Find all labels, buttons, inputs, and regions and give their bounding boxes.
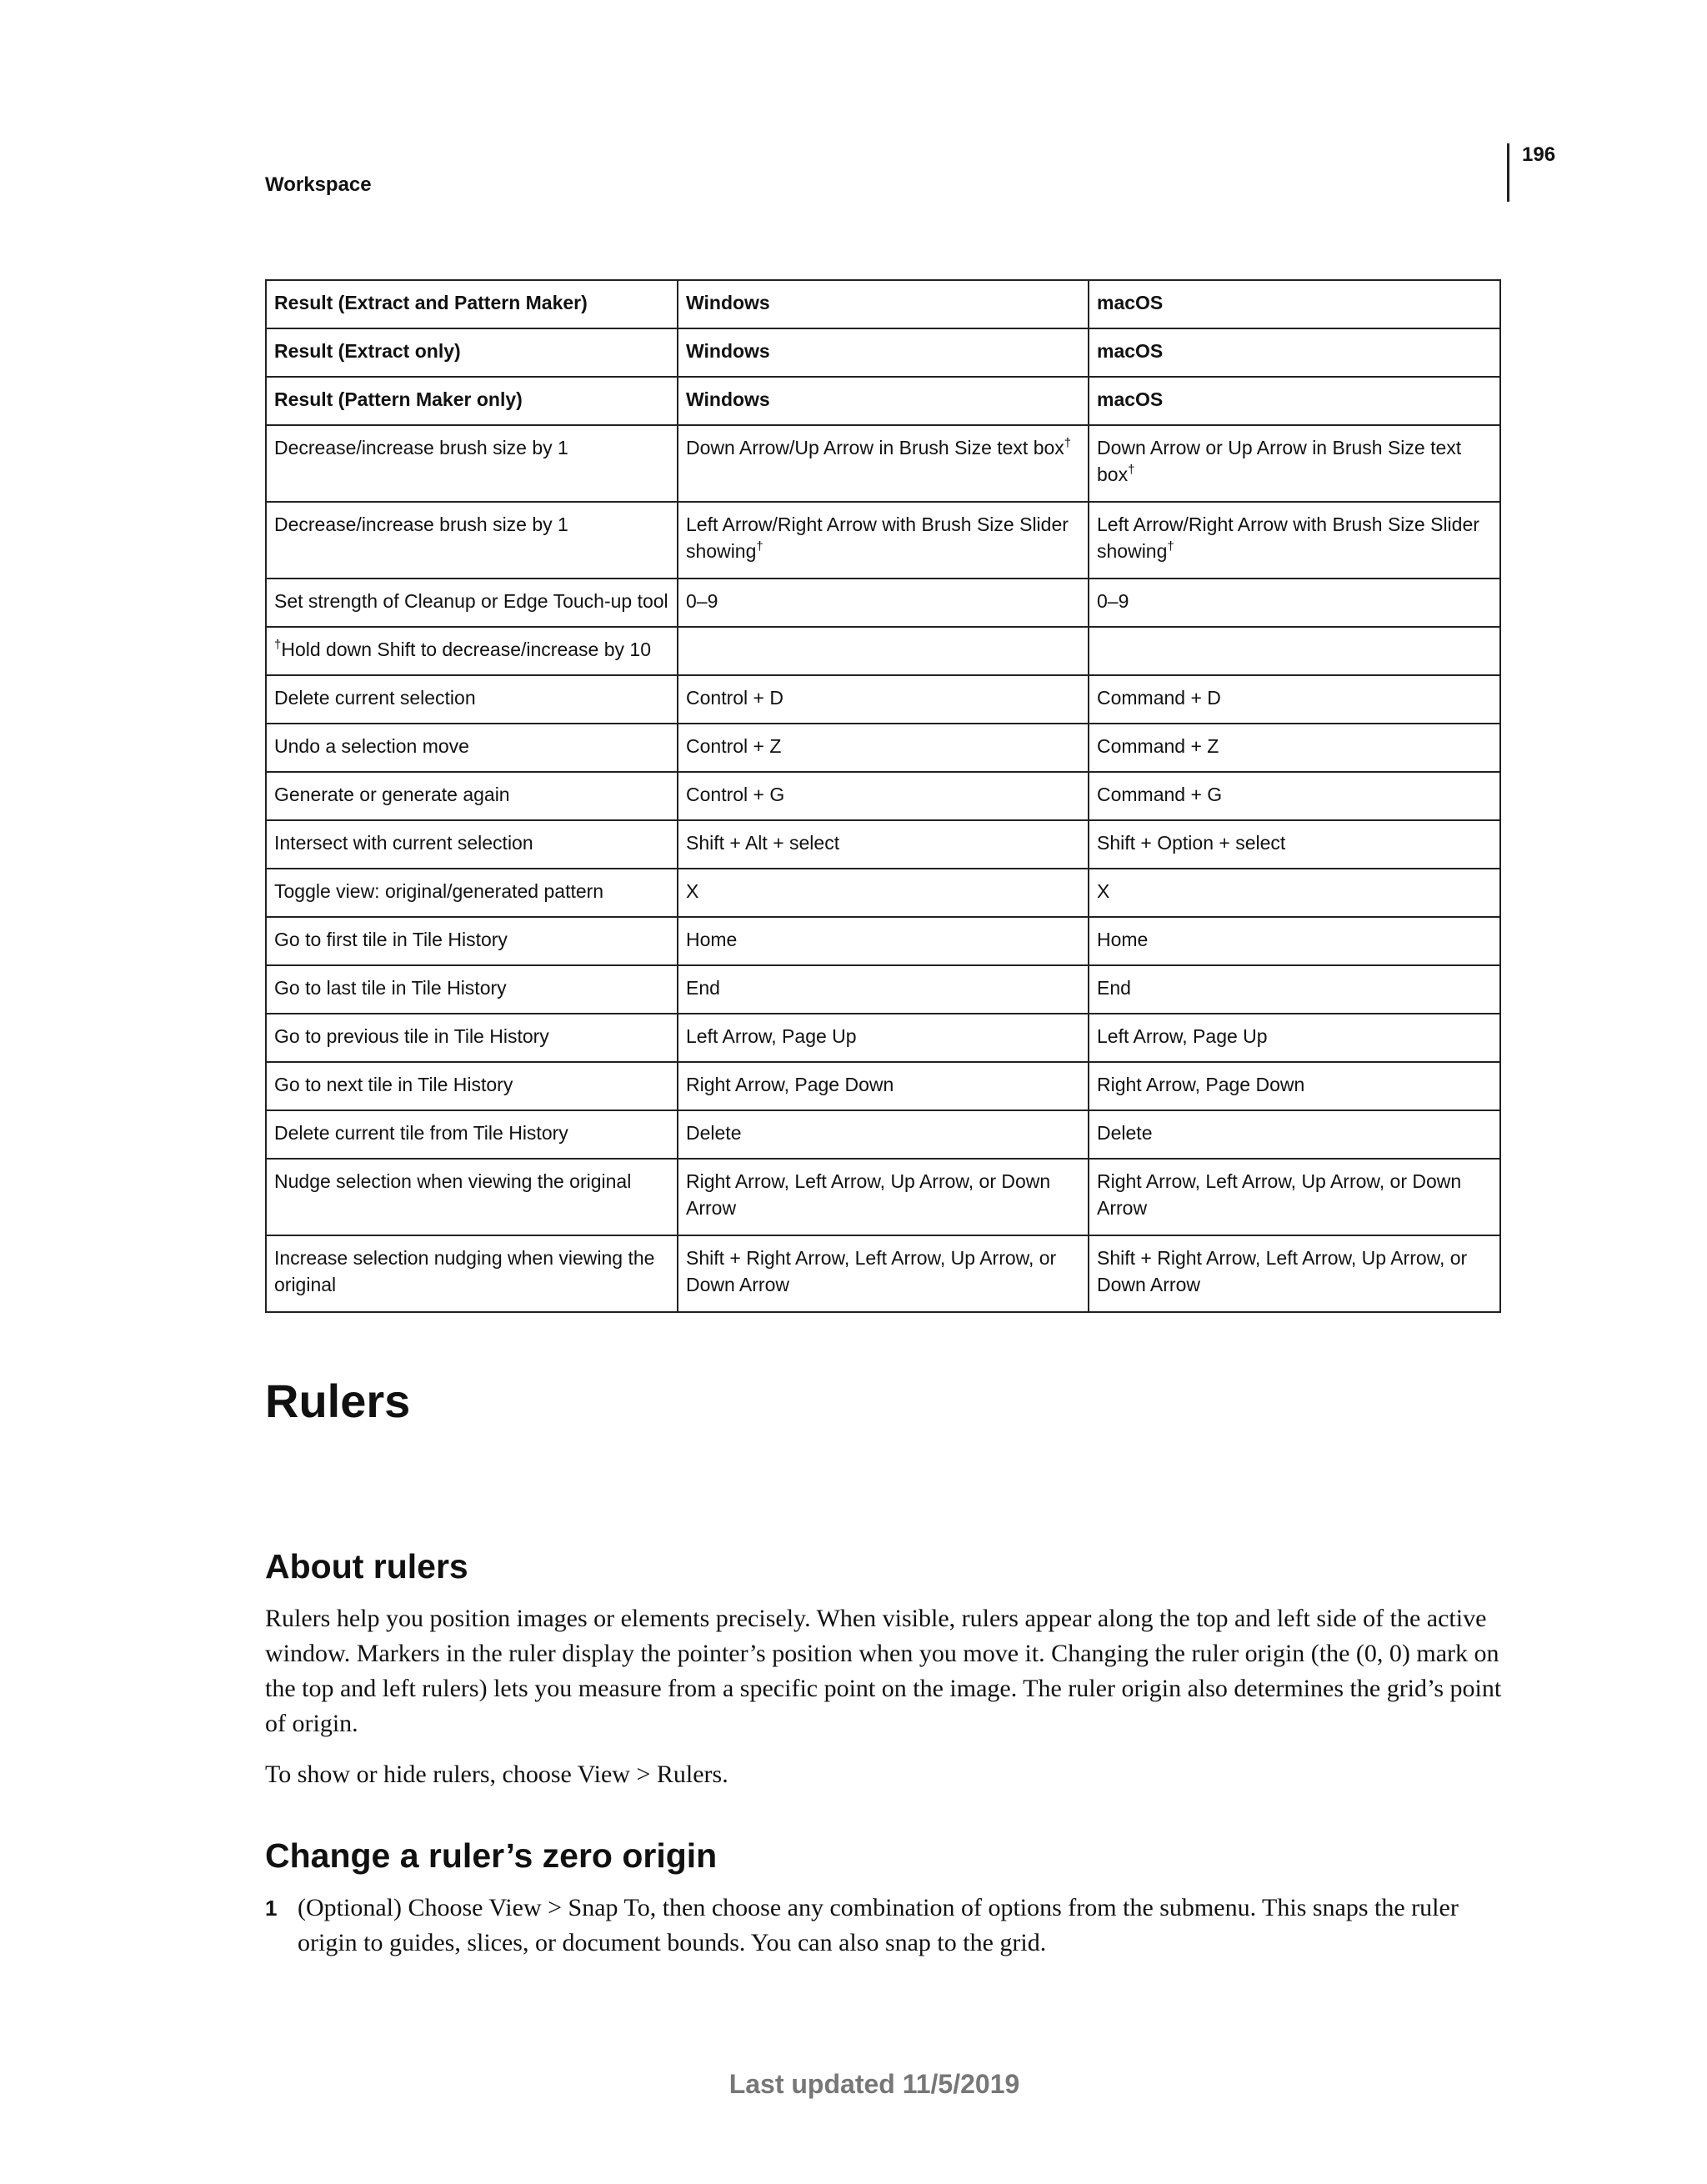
- table-cell: Command + D: [1089, 675, 1500, 724]
- change-origin-heading: Change a ruler’s zero origin: [265, 1836, 718, 1875]
- table-cell: Command + G: [1089, 772, 1500, 820]
- table-cell: End: [1089, 965, 1500, 1014]
- table-row: [266, 675, 1500, 724]
- page-number: 196: [1522, 143, 1556, 166]
- table-row: [266, 1235, 1500, 1312]
- dagger-mark: †: [1167, 539, 1174, 554]
- cell-text: Down Arrow or Up Arrow in Brush Size text box: [1097, 437, 1462, 485]
- table-row: [266, 425, 1500, 502]
- table-cell: Go to previous tile in Tile History: [266, 1014, 678, 1062]
- table-row: [266, 502, 1500, 579]
- table-cell: Nudge selection when viewing the original: [266, 1159, 678, 1235]
- table-cell: Set strength of Cleanup or Edge Touch-up tool: [266, 579, 678, 627]
- table-cell: Undo a selection move: [266, 724, 678, 772]
- table-row: [266, 1014, 1500, 1062]
- cell-text: Hold down Shift to decrease/increase by 10: [281, 639, 651, 660]
- dagger-mark: †: [274, 638, 282, 652]
- cell-text: Left Arrow/Right Arrow with Brush Size Slider showing: [1097, 513, 1479, 562]
- cell-text: Down Arrow/Up Arrow in Brush Size text box: [686, 437, 1064, 458]
- table-cell: Shift + Right Arrow, Left Arrow, Up Arrow, or Down Arrow: [678, 1235, 1089, 1312]
- table-cell: Increase selection nudging when viewing the original: [266, 1235, 678, 1312]
- table-cell: Right Arrow, Left Arrow, Up Arrow, or Down Arrow: [678, 1159, 1089, 1235]
- table-cell: Delete current tile from Tile History: [266, 1110, 678, 1159]
- about-rulers-paragraph: Rulers help you position images or elements precisely. When visible, rulers appear along the top and left side of the active window. Markers in the ruler display the pointer’s position when you move it. Changing the ruler origin (the (0, 0) mark on the top and left rulers) lets you measure from a specific point on the image. The ruler origin also determines the grid’s point of origin.: [265, 1605, 1502, 1737]
- table-cell: Left Arrow, Page Up: [678, 1014, 1089, 1062]
- table-cell: Shift + Alt + select: [678, 820, 1089, 869]
- table-cell: Right Arrow, Page Down: [678, 1062, 1089, 1110]
- table-row: [266, 917, 1500, 965]
- table-cell: Home: [678, 917, 1089, 965]
- table-cell: Right Arrow, Page Down: [1089, 1062, 1500, 1110]
- table-cell: Delete: [678, 1110, 1089, 1159]
- table-row: [266, 579, 1500, 627]
- table-header-cell: macOS: [1089, 280, 1500, 328]
- table-row: [266, 328, 1500, 377]
- table-cell: Left Arrow, Page Up: [1089, 1014, 1500, 1062]
- table-cell: Control + G: [678, 772, 1089, 820]
- table-cell: Decrease/increase brush size by 1: [266, 502, 678, 579]
- table-cell: X: [678, 869, 1089, 917]
- table-cell: X: [1089, 869, 1500, 917]
- table-row: [266, 1062, 1500, 1110]
- table-header-cell: Windows: [678, 328, 1089, 377]
- step-number: 1: [265, 1896, 278, 1921]
- table-cell: [1089, 627, 1500, 675]
- running-head: Workspace: [265, 173, 372, 196]
- table-row: [266, 1110, 1500, 1159]
- table-cell: Intersect with current selection: [266, 820, 678, 869]
- step-item: [265, 1891, 1503, 1961]
- table-cell: [678, 627, 1089, 675]
- table-row: [266, 280, 1500, 328]
- table-row: [266, 1159, 1500, 1235]
- table-cell: Decrease/increase brush size by 1: [266, 425, 678, 502]
- table-row: [266, 965, 1500, 1014]
- table-cell: Home: [1089, 917, 1500, 965]
- table-cell: Command + Z: [1089, 724, 1500, 772]
- table-cell: Shift + Option + select: [1089, 820, 1500, 869]
- table-cell: Toggle view: original/generated pattern: [266, 869, 678, 917]
- table-cell: Go to first tile in Tile History: [266, 917, 678, 965]
- dagger-mark: †: [1128, 463, 1135, 477]
- table-header-cell: macOS: [1089, 328, 1500, 377]
- table-cell: [1089, 502, 1500, 579]
- about-rulers-heading: About rulers: [265, 1547, 468, 1585]
- table-header-cell: Result (Pattern Maker only): [266, 377, 678, 425]
- table-cell: Right Arrow, Left Arrow, Up Arrow, or Down Arrow: [1089, 1159, 1500, 1235]
- step-text: (Optional) Choose View > Snap To, then choose any combination of options from the submenu. This snaps the ruler origin to guides, slices, or document bounds. You can also snap to the grid.: [298, 1894, 1459, 1956]
- table-cell: Go to next tile in Tile History: [266, 1062, 678, 1110]
- table-cell: Go to last tile in Tile History: [266, 965, 678, 1014]
- table-cell: [678, 502, 1089, 579]
- table-row: [266, 820, 1500, 869]
- table-row: [266, 627, 1500, 675]
- dagger-mark: †: [756, 539, 763, 554]
- table-cell: 0–9: [1089, 579, 1500, 627]
- dagger-mark: †: [1064, 436, 1072, 450]
- table-cell: Control + D: [678, 675, 1089, 724]
- table-cell: Shift + Right Arrow, Left Arrow, Up Arrow, or Down Arrow: [1089, 1235, 1500, 1312]
- shortcuts-table: [265, 279, 1501, 1313]
- table-header-cell: Result (Extract and Pattern Maker): [266, 280, 678, 328]
- header-divider: [1507, 143, 1509, 202]
- table-cell: Control + Z: [678, 724, 1089, 772]
- table-cell: Generate or generate again: [266, 772, 678, 820]
- show-hide-paragraph: To show or hide rulers, choose View > Rulers.: [265, 1761, 728, 1788]
- table-cell: Delete current selection: [266, 675, 678, 724]
- table-cell: [266, 627, 678, 675]
- table-row: [266, 724, 1500, 772]
- table-cell: [678, 425, 1089, 502]
- table-header-cell: Result (Extract only): [266, 328, 678, 377]
- table-row: [266, 377, 1500, 425]
- table-cell: 0–9: [678, 579, 1089, 627]
- table-header-cell: macOS: [1089, 377, 1500, 425]
- table-row: [266, 772, 1500, 820]
- table-header-cell: Windows: [678, 280, 1089, 328]
- table-row: [266, 869, 1500, 917]
- cell-text: Left Arrow/Right Arrow with Brush Size Slider showing: [686, 513, 1069, 562]
- table-cell: End: [678, 965, 1089, 1014]
- table-header-cell: Windows: [678, 377, 1089, 425]
- footer-last-updated: Last updated 11/5/2019: [728, 2069, 1020, 2099]
- table-cell: Delete: [1089, 1110, 1500, 1159]
- section-title: Rulers: [265, 1375, 411, 1427]
- table-cell: [1089, 425, 1500, 502]
